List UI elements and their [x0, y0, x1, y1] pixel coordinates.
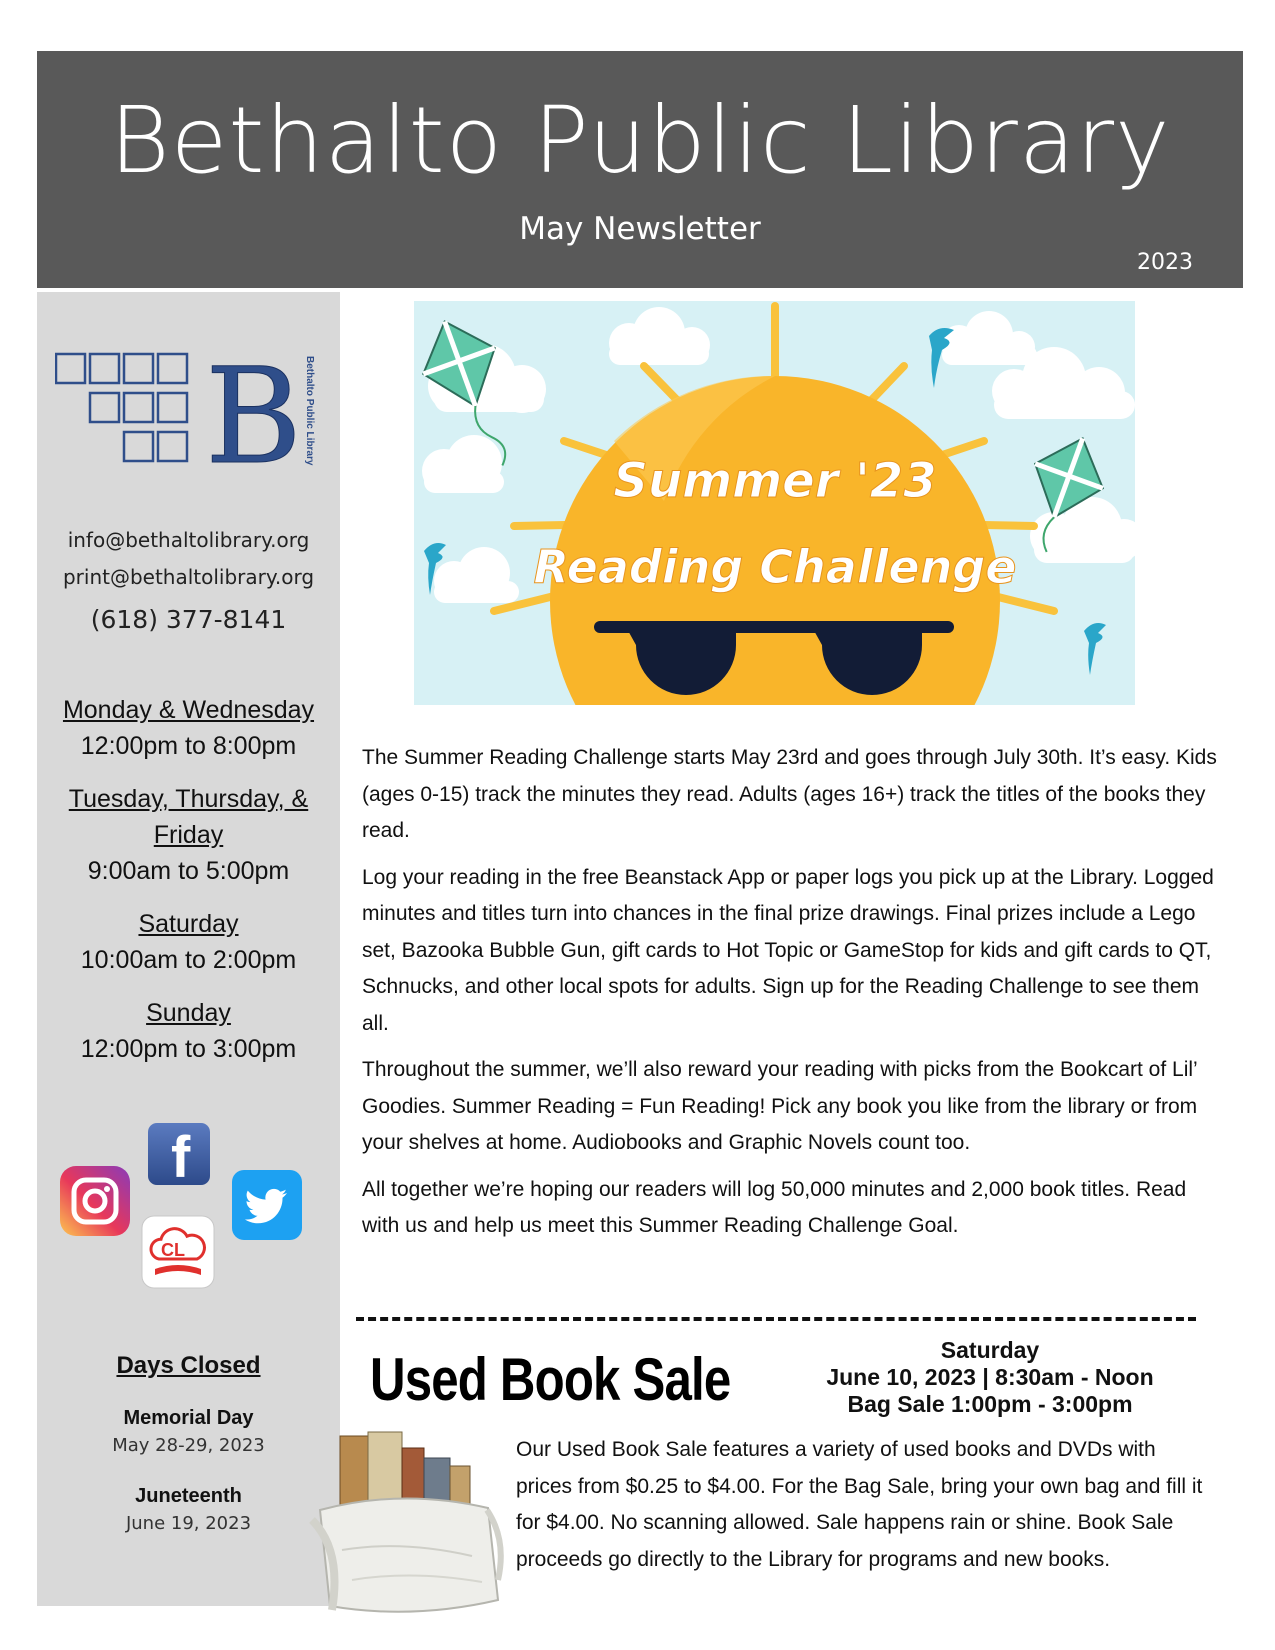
facebook-icon[interactable]	[147, 1122, 211, 1186]
holiday-date: June 19, 2023	[125, 1513, 252, 1534]
info-email[interactable]: info@bethaltolibrary.org	[67, 528, 310, 552]
cloudlibrary-icon[interactable]	[141, 1215, 215, 1289]
hours-time: 9:00am to 5:00pm	[87, 857, 290, 885]
article-paragraph: Throughout the summer, we’ll also reward your reading with picks from the Bookcart of Lil’ Goodies. Summer Reading = Fun Reading! Pick any book you like from the library or from your shelves at home. Audiobooks and Graphic Novels count too.	[362, 1058, 1198, 1154]
banner-line1: Summer '23	[613, 453, 937, 509]
hours-days: Saturday	[138, 910, 239, 938]
days-closed	[37, 1352, 340, 1560]
logo-caption: Bethalto Public Library	[304, 356, 315, 466]
newsletter-subtitle: May Newsletter	[519, 211, 761, 247]
sale-day: Saturday	[940, 1337, 1040, 1363]
book-sale-schedule	[800, 1337, 1180, 1418]
book-sale-description: Our Used Book Sale features a variety of used books and DVDs with prices from $0.25 to $4.00. For the Bag Sale, bring your own bag and fill it for $4.00. No scanning allowed. Sale happens rain or shine. Book Sale proceeds go directly to the Library for programs and new books.	[516, 1438, 1203, 1571]
sale-date-time: June 10, 2023 | 8:30am - Noon	[826, 1364, 1154, 1390]
bag-sale-time: Bag Sale 1:00pm - 3:00pm	[847, 1391, 1133, 1417]
hours-time: 12:00pm to 3:00pm	[80, 1035, 297, 1063]
sidebar	[37, 292, 340, 1606]
summer-reading-article	[362, 740, 1222, 1255]
phone-number[interactable]: (618) 377-8141	[90, 605, 287, 634]
holiday-name: Memorial Day	[123, 1407, 254, 1429]
library-hours	[37, 692, 340, 1084]
logo-letter: B	[205, 352, 303, 472]
hours-days: Tuesday, Thursday, & Friday	[68, 785, 309, 849]
hours-days: Sunday	[146, 999, 231, 1027]
svg-text:f: f	[171, 1125, 191, 1186]
social-links	[37, 1127, 340, 1317]
hours-time: 10:00am to 2:00pm	[80, 946, 297, 974]
newsletter-year: 2023	[1137, 250, 1193, 275]
article-paragraph: All together we’re hoping our readers will log 50,000 minutes and 2,000 book titles. Read with us and help us meet this Summer Reading Challenge Goal.	[362, 1177, 1187, 1237]
days-closed-heading: Days Closed	[116, 1352, 261, 1379]
instagram-icon[interactable]	[59, 1165, 131, 1237]
banner-line2: Reading Challenge	[533, 540, 1017, 594]
contact-info	[37, 522, 340, 642]
holiday-name: Juneteenth	[135, 1485, 242, 1507]
print-email[interactable]: print@bethaltolibrary.org	[62, 565, 315, 589]
library-logo	[55, 352, 321, 472]
section-divider	[356, 1317, 1196, 1321]
summer-reading-banner	[414, 301, 1135, 705]
holiday-date: May 28-29, 2023	[112, 1435, 265, 1456]
hours-days: Monday & Wednesday	[62, 696, 315, 724]
library-title: Bethalto Public Library	[109, 87, 1171, 194]
book-bag-image	[302, 1430, 514, 1620]
article-paragraph: The Summer Reading Challenge starts May 23rd and goes through July 30th. It’s easy. Kids (ages 0-15) track the minutes they read. Adults (ages 16+) track the titles of the books they read.	[362, 746, 1217, 842]
book-sale-title: Used Book Sale	[370, 1346, 731, 1413]
svg-text:CL: CL	[161, 1240, 185, 1260]
article-paragraph: Log your reading in the free Beanstack App or paper logs you pick up at the Library. Logged minutes and titles turn into chances in the final prize drawings. Final prizes include a Lego set, Bazooka Bubble Gun, gift cards to Hot Topic or GameStop for kids and gift cards to QT, Schnucks, and other local spots for adults. Sign up for the Reading Challenge to see them all.	[362, 865, 1214, 1035]
hours-time: 12:00pm to 8:00pm	[80, 732, 297, 760]
twitter-icon[interactable]	[231, 1169, 303, 1241]
newsletter-header	[37, 51, 1243, 288]
